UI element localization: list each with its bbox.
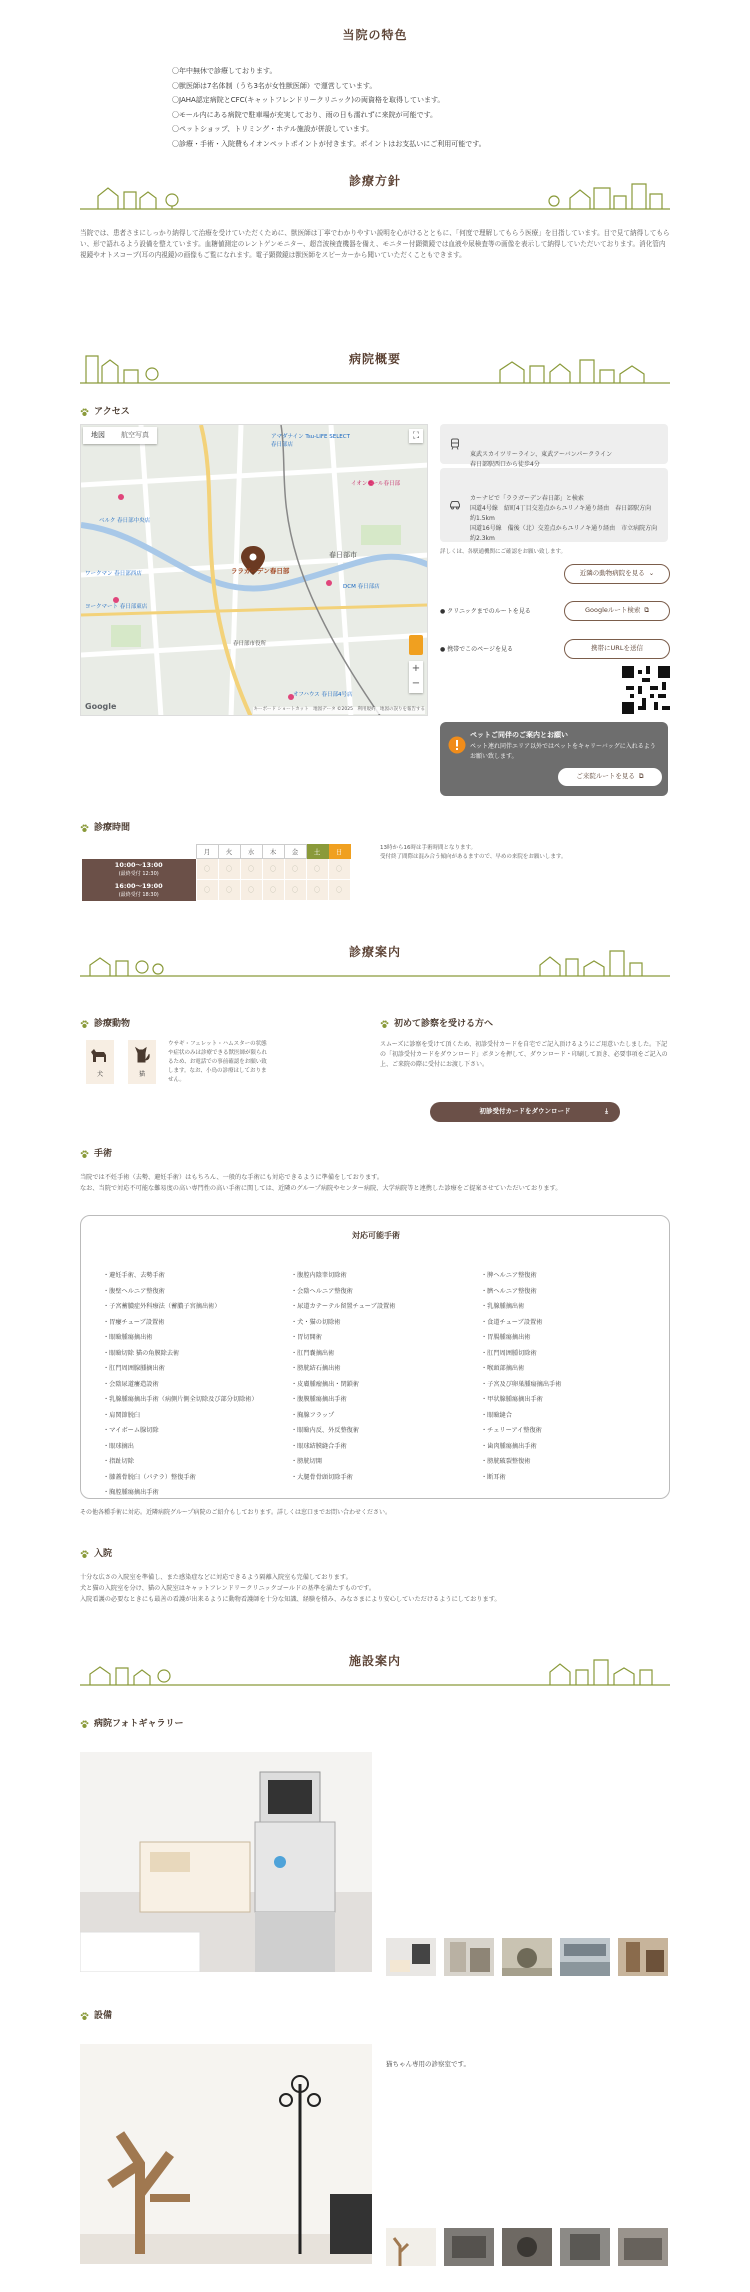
hours-cell: 〇 xyxy=(218,880,240,901)
gallery-thumb[interactable] xyxy=(444,1938,494,1976)
procedure-item: ・膝蓋骨脱臼（パテラ）整復手術 xyxy=(103,1473,196,1481)
hospitalization-text: 十分な広さの入院室を準備し、また感染症などに対応できるよう隔離入院室も完備しております。 犬と猫の入院室を分け、猫の入院室はキャットフレンドリークリニックゴールドの基準を満たすものです。 入院看護の必要なときにも最善の看護が出来るように動物看護師を十分な知識、経験を積み、みなさまにより安心していただけるようにしております。 xyxy=(80,1574,501,1603)
equipment-thumb[interactable] xyxy=(502,2228,552,2266)
hours-cell: 〇 xyxy=(218,859,240,880)
day-fri: 金 xyxy=(284,845,306,859)
animals-heading xyxy=(80,1018,130,1032)
overview-title: 病院概要 xyxy=(348,352,401,366)
map-label: オフハウス 春日部4号店 xyxy=(293,692,353,698)
clinic-route-label: ● クリニックまでのルートを見る xyxy=(440,608,531,615)
nearby-hospitals-button[interactable] xyxy=(564,564,670,584)
map-label: DCM 春日部店 xyxy=(343,584,380,590)
nearby-hospitals-label: 近隣の動物病院を見る xyxy=(579,569,645,578)
first-visit-text: スムーズに診察を受けて頂くため、初診受付カードを自宅でご記入頂けるようにご用意いたしました。下記の「初診受付カードをダウンロード」ボタンを押して、ダウンロード・印刷して頂き、必要事項をご記入の上、ご来院の際に受付にお渡し下さい。 xyxy=(380,1041,668,1068)
equipment-main-photo[interactable] xyxy=(80,2044,372,2264)
procedure-item: ・腹膜腫瘍摘出手術 xyxy=(291,1396,347,1403)
hours-cell: 〇 xyxy=(262,880,284,901)
equipment-thumb[interactable] xyxy=(560,2228,610,2266)
gallery-heading xyxy=(80,1718,184,1732)
gallery-thumb[interactable] xyxy=(502,1938,552,1976)
google-route-button[interactable] xyxy=(564,601,670,621)
time-value: 10:00〜13:00 xyxy=(114,860,163,869)
hours-cell: 〇 xyxy=(306,859,328,880)
animals-note: ウサギ・フェレット・ハムスターの状態や症状のみは診療できる獣医師が限られるため、お電話での事前確認をお願い致します。なお、小鳥の診療はしておりません。 xyxy=(168,1041,268,1083)
procedures-column xyxy=(481,1268,671,1485)
download-card-button[interactable] xyxy=(430,1102,620,1122)
procedure-item: ・胸腔腫瘍摘出手術 xyxy=(103,1489,159,1496)
hours-days-row xyxy=(82,845,350,859)
procedures-title: 対応可能手術 xyxy=(352,1231,400,1240)
surgery-text: 当院では不妊手術（去勢、避妊手術）はもちろん、一般的な手術にも対応できるように準備をしております。 なお、当院で対応不可能な難易度の高い専門性の高い手術に関しては、近隣のグループ病院やセンター病院、大学病院等と連携した診療をご提案させていただいております。 xyxy=(80,1174,562,1192)
feature-item: 〇ペットショップ、トリミング・ホテル施設が併設しています。 xyxy=(172,125,374,133)
procedure-item: ・肛門周囲腫切除術 xyxy=(481,1349,537,1357)
pet-route-label: ご来院ルートを見る xyxy=(576,772,635,781)
map-pin-label: ララガーデン春日部 xyxy=(231,567,290,575)
gallery-main-photo[interactable] xyxy=(80,1752,372,1972)
procedure-item: ・食道チューブ設置術 xyxy=(481,1318,543,1326)
pet-route-button[interactable] xyxy=(558,768,662,786)
map-label: アマダナイン Tsu-LIFE SELECT 春日部店 xyxy=(271,434,350,449)
dog-icon xyxy=(89,1044,111,1066)
procedure-item: ・乳腺腫摘出術 xyxy=(481,1303,525,1310)
procedure-item: ・乳腺腫瘍摘出手術（病側片側全切除及び部分切除術） xyxy=(103,1396,258,1403)
cat-icon xyxy=(131,1044,153,1066)
policy-title: 診療方針 xyxy=(348,174,401,188)
equipment-heading-label: 設備 xyxy=(94,2011,113,2021)
paw-icon xyxy=(80,1150,89,1159)
tab-map[interactable]: 地図 xyxy=(91,431,105,439)
procedure-item: ・眼瞼内反、外反整復術 xyxy=(291,1427,360,1434)
time-label xyxy=(82,880,196,901)
train-info xyxy=(440,424,668,468)
send-url-button[interactable] xyxy=(564,639,670,659)
download-card-label: 初診受付カードをダウンロード xyxy=(479,1107,571,1116)
procedure-item: ・胸腺フラップ xyxy=(291,1411,335,1419)
procedure-item: ・尿道カテーテル留置チューブ設置術 xyxy=(291,1303,396,1310)
hours-note: 13時から16時は手術時間となります。 受付終了間際は混み合う傾向があるますので、早めの来院をお願いします。 xyxy=(380,845,567,860)
procedure-item: ・子宮及び卵巣腫瘍摘出手術 xyxy=(481,1380,562,1388)
procedure-item: ・膀胱切開 xyxy=(291,1458,322,1465)
animal-cat-label: 猫 xyxy=(138,1070,145,1078)
map[interactable] xyxy=(80,424,428,716)
procedure-item: ・肛門嚢摘出術 xyxy=(291,1349,335,1357)
paw-icon xyxy=(80,408,89,417)
send-url-label: 携帯にURLを送信 xyxy=(591,644,643,653)
procedure-item: ・会陰尿道瘻造設術 xyxy=(103,1380,159,1388)
external-link-icon: ⧉ xyxy=(638,772,644,781)
mobile-label-text: 携帯でこのページを見る xyxy=(447,646,514,653)
animal-dog-label: 犬 xyxy=(96,1070,103,1078)
hours-cell: 〇 xyxy=(306,880,328,901)
day-tue: 火 xyxy=(218,845,240,859)
first-visit-heading-label: 初めて診察を受ける方へ xyxy=(394,1019,494,1029)
procedure-item: ・会陰ヘルニア整復術 xyxy=(291,1287,353,1295)
gallery-heading-label: 病院フォトギャラリー xyxy=(94,1719,184,1729)
day-thu: 木 xyxy=(262,845,284,859)
surgery-heading xyxy=(80,1148,112,1162)
feature-item: 〇JAHA認定病院とCFC(キャットフレンドリークリニック)の両資格を取得しています。 xyxy=(172,96,445,104)
procedure-item: ・腹腔内陰睾切除術 xyxy=(291,1272,347,1279)
animal-dog xyxy=(86,1040,114,1084)
procedure-item: ・チェリーアイ整復術 xyxy=(481,1427,542,1434)
hours-cell: 〇 xyxy=(196,880,218,901)
procedure-item: ・眼瞼腫瘍摘出術 xyxy=(103,1334,153,1341)
paw-icon xyxy=(80,1020,89,1029)
procedure-item: ・膀胱結石摘出術 xyxy=(291,1365,341,1372)
procedure-item: ・胃瘻チューブ設置術 xyxy=(103,1318,165,1326)
procedures-note: その他各種手術に対応。近隣病院グループ病院のご紹介もしております。詳しくは窓口までお問い合わせください。 xyxy=(80,1509,392,1516)
map-footer[interactable]: キーボード ショートカット 地図データ ©2025 利用規約 地図の誤りを報告する xyxy=(253,707,425,713)
hours-heading xyxy=(80,822,130,836)
car-info xyxy=(440,468,668,542)
gallery-thumb[interactable] xyxy=(618,1938,668,1976)
paw-icon xyxy=(80,1550,89,1559)
procedure-item: ・胃切開術 xyxy=(291,1334,322,1341)
animal-cat xyxy=(128,1040,156,1084)
download-icon: ⤓ xyxy=(605,1107,608,1116)
procedures-column xyxy=(103,1268,293,1501)
feature-item: 〇診療・手術・入院費もイオンペットポイントが付きます。ポイントはお支払いにご利用可能です。 xyxy=(172,139,486,148)
procedure-item: ・大腿骨骨頭切除手術 xyxy=(291,1473,353,1481)
procedure-item: ・指趾切除 xyxy=(103,1458,134,1465)
procedure-item: ・臍ヘルニア整復術 xyxy=(481,1287,537,1295)
pet-notice xyxy=(440,722,668,796)
procedure-item: ・腹壁ヘルニア整復術 xyxy=(103,1287,165,1295)
policy-text: 当院では、患者さまにしっかり納得して治療を受けていただくために、獣医師は丁寧でわかりやすい説明を心がけるとともに、「何度で理解してもらう医療」を目指しています。目で見て納得してもらい、形で語れるよう設備を整えています。血糖値測定のレントゲンモニター、超音波検査機器を備え、モニター付顕微鏡では血液や尿検査等の画像を表示して納得していただいております。消化管内視鏡やオトスコープ(耳の内視鏡)の画像もご覧になれます。電子顕微鏡は獣医師をスピーカーから聞いていただくこともできます。 xyxy=(80,229,670,259)
map-type-tabs xyxy=(83,427,157,444)
hours-cell: 〇 xyxy=(284,880,306,901)
clinic-route-text: クリニックまでのルートを見る xyxy=(447,608,531,615)
gallery-thumb[interactable] xyxy=(560,1938,610,1976)
time-value: 16:00〜19:00 xyxy=(114,881,163,890)
procedure-item: ・避妊手術、去勢手術 xyxy=(103,1272,165,1279)
time-label xyxy=(82,859,196,880)
hours-cell: 〇 xyxy=(328,859,350,880)
hours-cell: 〇 xyxy=(196,859,218,880)
procedures-column xyxy=(291,1268,481,1485)
hours-cell: 〇 xyxy=(284,859,306,880)
access-note: 詳しくは、各駅通機関にご確認をお願い致します。 xyxy=(440,549,567,555)
paw-icon xyxy=(80,824,89,833)
hours-table xyxy=(82,844,351,901)
time-sub: (最終受付 12:30) xyxy=(118,870,159,877)
procedure-item: ・眼瞼縫合 xyxy=(481,1411,512,1419)
map-label: ワークマン 春日部西店 xyxy=(85,571,142,577)
equipment-thumb[interactable] xyxy=(386,2228,436,2266)
car-text: カーナビで「ララガーデン春日部」と検索 国道4号線 紹町4丁目交差点からユリノキ通り経由 春日部駅方向 約1.5km 国道16号線 備後（北）交差点からユリノキ通り経由 市立病院方向 約2.3km xyxy=(470,495,658,542)
mobile-label: ● 携帯でこのページを見る xyxy=(440,646,514,653)
pet-notice-text: ペット連れ同伴エリア以外ではペットをキャリーバッグに入れるようお願い致します。 xyxy=(470,743,656,760)
hospitalization-heading xyxy=(80,1548,112,1562)
procedure-item: ・膀胱破裂整復術 xyxy=(481,1458,531,1465)
equipment-heading xyxy=(80,2010,112,2024)
procedure-item: ・肩関節脱臼 xyxy=(103,1411,141,1419)
qr-code xyxy=(622,666,670,714)
surgery-heading-label: 手術 xyxy=(94,1149,113,1159)
feature-item: 〇モール内にある病院で駐車場が充実しており、雨の日も濡れずに来院が可能です。 xyxy=(172,110,438,119)
equipment-caption: 猫ちゃん専用の診察室です。 xyxy=(386,2060,470,2068)
hours-cell: 〇 xyxy=(240,880,262,901)
facility-title: 施設案内 xyxy=(348,1654,401,1668)
procedures-box xyxy=(80,1215,670,1499)
warning-icon xyxy=(448,736,466,754)
hours-cell: 〇 xyxy=(262,859,284,880)
procedure-item: ・皮膚腫瘤摘出・閉鎖術 xyxy=(291,1380,360,1388)
external-link-icon: ⧉ xyxy=(644,606,650,615)
hospitalization-heading-label: 入院 xyxy=(94,1549,113,1559)
procedure-item: ・断耳術 xyxy=(481,1473,506,1481)
procedure-item: ・マイボーム腺切除 xyxy=(103,1427,159,1434)
map-label: 春日部市 xyxy=(329,551,357,559)
train-icon xyxy=(449,438,461,450)
map-label: イオンモール春日部 xyxy=(351,481,401,487)
tab-satellite[interactable]: 航空写真 xyxy=(121,431,149,439)
equipment-thumb[interactable] xyxy=(444,2228,494,2266)
procedure-item: ・脾ヘルニア整復術 xyxy=(481,1272,537,1279)
day-sat: 土 xyxy=(306,845,328,859)
equipment-thumb[interactable] xyxy=(618,2228,668,2266)
day-wed: 水 xyxy=(240,845,262,859)
day-sun: 日 xyxy=(328,845,350,859)
procedure-item: ・眼球摘出 xyxy=(103,1442,134,1450)
hours-cell: 〇 xyxy=(328,880,350,901)
hours-row xyxy=(82,859,350,880)
features-list xyxy=(172,64,592,151)
map-label: ベルク 春日部中央店 xyxy=(99,518,151,524)
gallery-thumb[interactable] xyxy=(386,1938,436,1976)
time-sub: (最終受付 18:30) xyxy=(118,891,159,898)
zoom-controls[interactable]: + − xyxy=(409,661,423,693)
guide-title: 診療案内 xyxy=(348,945,401,959)
procedure-item: ・甲状腺腫瘍摘出手術 xyxy=(481,1396,543,1403)
procedure-item: ・眼瞼切除 猫の角膜除去術 xyxy=(103,1349,180,1357)
fullscreen-icon[interactable]: ⛶ xyxy=(409,429,423,443)
animals-heading-label: 診療動物 xyxy=(94,1019,131,1029)
train-text: 東武スカイツリーライン、東武アーバンパークライン 春日部駅西口から徒歩4分 xyxy=(470,451,613,468)
access-heading-label: アクセス xyxy=(94,407,130,417)
google-logo: Google xyxy=(85,702,117,711)
paw-icon xyxy=(80,1720,89,1729)
feature-item: 〇年中無休で診療しております。 xyxy=(172,67,277,75)
chevron-down-icon: ⌄ xyxy=(648,569,655,578)
day-mon: 月 xyxy=(196,845,218,859)
features-title: 当院の特色 xyxy=(342,28,408,42)
hours-heading-label: 診療時間 xyxy=(94,823,131,833)
procedure-item: ・子宮蓄膿症外科療法（蓄膿子宮摘出術） xyxy=(103,1303,221,1310)
pet-notice-title: ペットご同伴のご案内とお願い xyxy=(470,731,568,739)
procedure-item: ・胃腸腫瘍摘出術 xyxy=(481,1334,531,1341)
map-label: 春日部市役所 xyxy=(233,641,267,647)
procedure-item: ・眼球結膜縫合手術 xyxy=(291,1442,347,1450)
car-icon xyxy=(449,499,461,511)
paw-icon xyxy=(380,1020,389,1029)
first-visit-heading xyxy=(380,1018,493,1032)
map-label: ヨークマート 春日部東店 xyxy=(85,604,148,610)
procedure-item: ・歯肉腫瘍摘出手術 xyxy=(481,1442,537,1450)
street-view-icon[interactable] xyxy=(409,635,423,655)
google-route-label: Googleルート検索 xyxy=(584,606,641,615)
feature-item: 〇獣医師は7名体制（うち3名が女性獣医師）で運営しています。 xyxy=(172,81,377,90)
procedure-item: ・犬・猫の切除術 xyxy=(291,1318,341,1326)
paw-icon xyxy=(80,2012,89,2021)
hours-cell: 〇 xyxy=(240,859,262,880)
access-heading xyxy=(80,406,130,420)
procedure-item: ・肛門周囲腺腫摘出術 xyxy=(103,1365,165,1372)
procedure-item: ・喉頭部摘出術 xyxy=(481,1365,525,1372)
hours-row xyxy=(82,880,350,901)
